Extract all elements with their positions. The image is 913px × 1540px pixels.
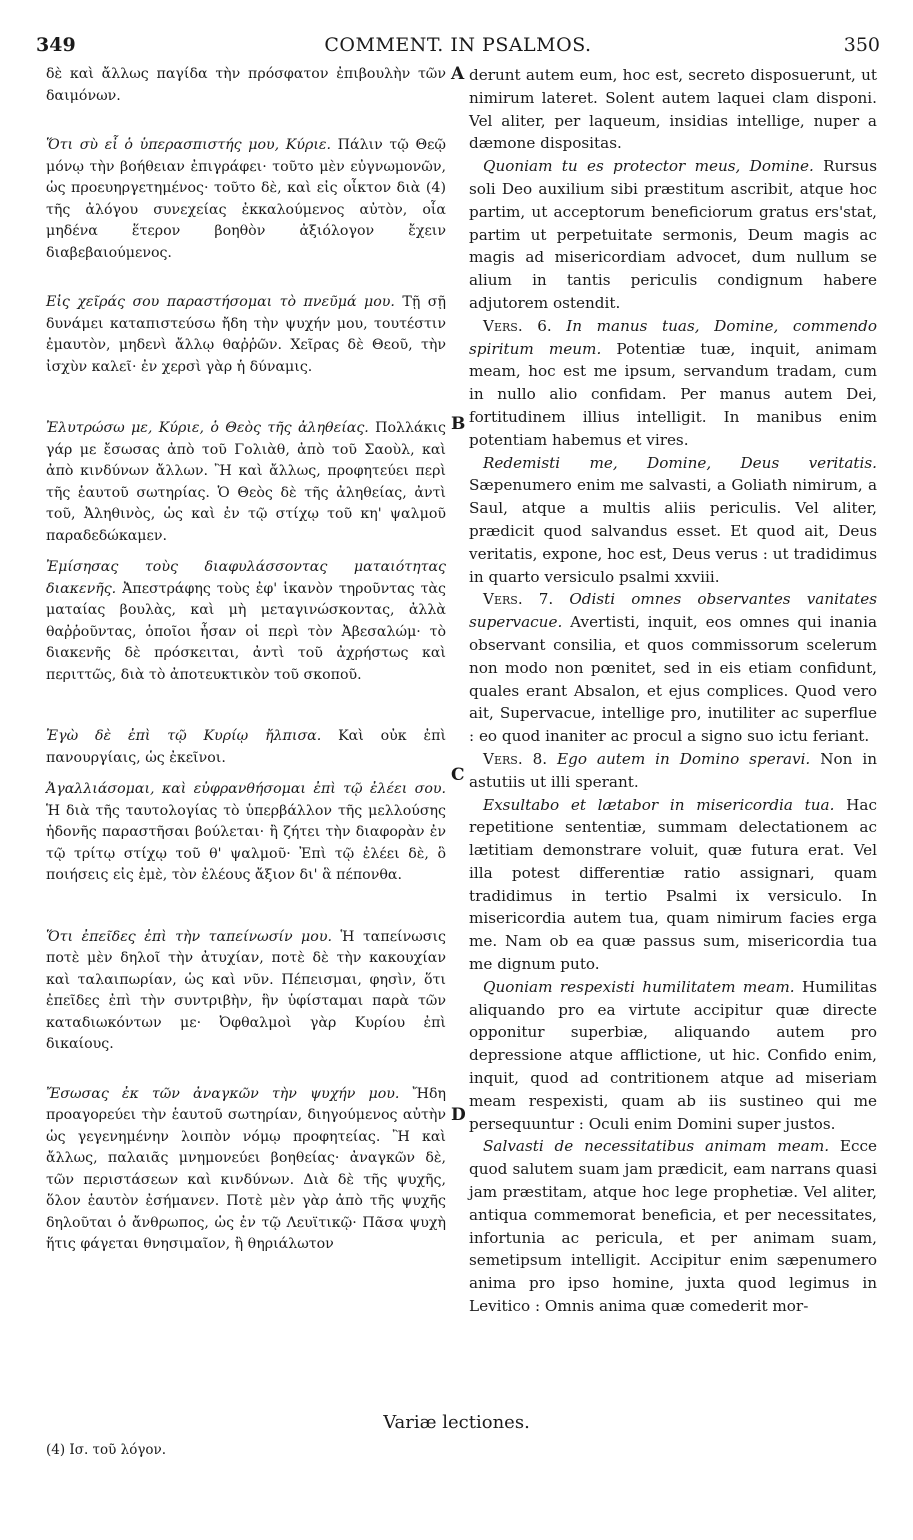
- greek-paragraph: Ἐμίσησας τοὺς διαφυλάσσοντας ματαιότητας διακενῆς. Ἀπεστράφης τοὺς ἐφ' ἱκανὸν τηροῦντας τὰς ματαίας βουλὰς, καὶ μὴ μεταγινώσκοντας, ἀλλὰ θαῤῥοῦντας, ὁποῖοι ἦσαν οἱ περὶ τὸν Ἀβεσαλώμ· τὸ διακενῆς δὲ πρόσκειται, ἀντὶ τοῦ ἀχρήστως καὶ περιττῶς, διὰ τὸ ἀποτευκτικὸν τοῦ σκοποῦ.: [46, 559, 446, 683]
- greek-lemma: Ἐλυτρώσω με, Κύριε, ὁ Θεὸς τῆς ἀληθείας.: [46, 420, 369, 436]
- running-head: COMMENT. IN PSALMOS.: [324, 34, 592, 56]
- verse-number: Vers. 6.: [483, 316, 552, 335]
- latin-paragraph: Vers. 8. Ego autem in Domino speravi. Non in astutiis ut illi sperant.: [469, 749, 877, 791]
- margin-letter-d: D: [451, 1105, 466, 1125]
- greek-paragraph: Ὅτι σὺ εἶ ὁ ὑπερασπιστής μου, Κύριε. Πάλιν τῷ Θεῷ μόνῳ τὴν βοήθειαν ἐπιγράφει· τοῦτο μὲν εὐγνωμονῶν, ὡς προευηργετημένος· τοῦτο δὲ, καὶ εἰς οἶκτον διὰ (4) τῆς ἀλόγου συνεχείας ἐκκαλούμενος αὐτὸν, οἷα μηδένα ἕτερον βοηθὸν ἀξιόλογον ἔχειν διαβεβαιούμενος.: [46, 137, 446, 261]
- greek-lemma: Ἐγὼ δὲ ἐπὶ τῷ Κυρίῳ ἤλπισα.: [46, 728, 322, 744]
- latin-paragraph: Vers. 6. In manus tuas, Domine, commendo spiritum meum. Potentiæ tuæ, inquit, animam meam, hoc est me ipsum, servandum tradam, cum in nullo alio confidam. Per manus autem Dei, fortitudinem illius intelligit. In manibus enim potentiam habemus et vires.: [469, 316, 878, 449]
- latin-paragraph: Salvasti de necessitatibus animam meam. Ecce quod salutem suam jam prædicit, eam narrans quasi jam præstitam, atque hoc lege prophetiæ. Vel aliter, antiqua commemorat beneficia, et per necessitates, infortunia ac pericula, et per animam suam, semetipsum intelligit. Accipitur enim sæpenumero anima pro ipso homine, juxta quod legimus in Levitico : Omnis anima quæ comederit mor-: [469, 1137, 877, 1316]
- greek-lemma: Ὅτι σὺ εἶ ὁ ὑπερασπιστής μου, Κύριε.: [46, 137, 332, 153]
- variae-lectiones-heading: Variæ lectiones.: [383, 1412, 530, 1433]
- verse-number: Vers. 7.: [483, 590, 554, 609]
- latin-paragraph: Vers. 7. Odisti omnes observantes vanitates supervacue. Avertisti, inquit, eos omnes qui inania observant consilia, et quos commissorum scelerum non modo non pœnitet, sed in eis etiam confidunt, quales erant Absalon, et ejus complices. Quod vero ait, Supervacue, intellige pro, inutiliter ac superflue : eo quod inaniter ac procul a signo suo ictu feriant.: [469, 590, 878, 746]
- latin-lemma: Quoniam respexisti humilitatem meam.: [483, 977, 795, 996]
- greek-paragraph: Ἔσωσας ἐκ τῶν ἀναγκῶν τὴν ψυχήν μου. Ἤδη προαγορεύει τὴν ἑαυτοῦ σωτηρίαν, διηγούμενος αὐτὴν ὡς γεγενημένην λοιπὸν νόμῳ προφητείας. Ἢ καὶ ἄλλως, παλαιᾶς μνημονεύει βοηθείας· ἀναγκῶν δὲ, τῶν περιστάσεων καὶ κινδύνων. Διὰ δὲ τῆς ψυχῆς, ὅλον ἑαυτὸν ἐσήμανεν. Ποτὲ μὲν γὰρ ἀπὸ τῆς ψυχῆς δηλοῦται ὁ ἄνθρωπος, ὡς ἐν τῷ Λευϊτικῷ· Πᾶσα ψυχὴ ἥτις φάγεται θνησιμαῖον, ἢ θηριάλωτον: [46, 1085, 446, 1252]
- latin-lemma: Quoniam tu es protector meus, Domine.: [483, 157, 814, 176]
- greek-lemma: Ἔσωσας ἐκ τῶν ἀναγκῶν τὴν ψυχήν μου.: [46, 1085, 400, 1102]
- greek-paragraph: Εἰς χεῖράς σου παραστήσομαι τὸ πνεῦμά μου. Τῇ σῇ δυνάμει καταπιστεύσω ἤδη τὴν ψυχήν μου, τουτέστιν ἐμαυτὸν, μηδενὶ ἄλλῳ θαῤῥῶν. Χεῖρας δὲ Θεοῦ, τὴν ἰσχὺν καλεῖ· ἐν χερσὶ γὰρ ἡ δύναμις.: [46, 294, 446, 375]
- greek-paragraph: δὲ καὶ ἄλλως παγίδα τὴν πρόσφατον ἐπιβουλὴν τῶν δαιμόνων.: [46, 66, 446, 104]
- verse-number: Vers. 8.: [483, 749, 548, 768]
- greek-paragraph: Ἐγὼ δὲ ἐπὶ τῷ Κυρίῳ ἤλπισα. Καὶ οὐκ ἐπὶ πανουργίαις, ὡς ἐκεῖνοι.: [46, 728, 447, 766]
- latin-paragraph: Redemisti me, Domine, Deus veritatis. Sæpenumero enim me salvasti, a Goliath nimirum, a Saul, atque a multis aliis periculis. Vel aliter, prædicit quod salvandus esset. Et quod ait, Deus veritatis, expone, hoc est, Deus verus : ut tradidimus in quarto versiculo psalmi xxviii.: [469, 453, 877, 586]
- greek-lemma: Εἰς χεῖράς σου παραστήσομαι τὸ πνεῦμά μου.: [46, 294, 395, 310]
- margin-letter-c: C: [451, 765, 465, 785]
- latin-column: [469, 64, 877, 1318]
- latin-paragraph: Quoniam tu es protector meus, Domine. Rursus soli Deo auxilium sibi præstitum ascribit, atque hoc partim, ut acceptorum beneficiorum gratus ers'stat, partim ut perpetuitate sermonis, Deum magis ac magis ad misericordiam advocet, dum nullum se alium in tantis periculis condignum habere adjutorem ostendit.: [469, 157, 877, 312]
- latin-paragraph: Quoniam respexisti humilitatem meam. Humilitas aliquando pro ea virtute accipitur quæ directe opponitur superbiæ, aliquando autem pro depressione atque afflictione, ut hic. Confido enim, inquit, quod ad contritionem atque ad miseriam meam respexisti, quam ab iis sustineo qui me persequuntur : Oculi enim Domini super justos.: [469, 977, 878, 1133]
- greek-lemma: Ἀγαλλιάσομαι, καὶ εὐφρανθήσομαι ἐπὶ τῷ ἐλέει σου.: [46, 781, 446, 797]
- page-number-left: 349: [36, 34, 76, 56]
- page-header: [36, 34, 880, 60]
- greek-lemma: Ἐμίσησας τοὺς διαφυλάσσοντας ματαιότητας διακενῆς.: [46, 559, 446, 597]
- latin-lemma: Exsultabo et lætabor in misericordia tua.: [483, 795, 835, 814]
- latin-lemma: Salvasti de necessitatibus animam meam.: [483, 1137, 830, 1156]
- latin-lemma: Redemisti me, Domine, Deus veritatis.: [483, 453, 877, 472]
- greek-paragraph: Ἐλυτρώσω με, Κύριε, ὁ Θεὸς τῆς ἀληθείας. Πολλάκις γάρ με ἔσωσας ἀπὸ τοῦ Γολιὰθ, ἀπὸ τοῦ Σαοὺλ, καὶ ἀπὸ κινδύνων ἄλλων. Ἢ καὶ ἄλλως, προφητεύει περὶ τῆς ἑαυτοῦ σωτηρίας. Ὁ Θεὸς δὲ τῆς ἀληθείας, ἀντὶ τοῦ, Ἀληθινὸς, ὡς καὶ ἐν τῷ στίχῳ τοῦ κη' ψαλμοῦ παραδεδώκαμεν.: [46, 420, 446, 544]
- latin-lemma: Ego autem in Domino speravi.: [557, 749, 811, 768]
- greek-paragraph: Ἀγαλλιάσομαι, καὶ εὐφρανθήσομαι ἐπὶ τῷ ἐλέει σου. Ἡ διὰ τῆς ταυτολογίας τὸ ὑπερβάλλον τῆς μελλούσης ἡδονῆς παραστῆσαι βούλεται· ἢ ζήτει τὴν διαφορὰν ἐν τῷ τρίτῳ στίχῳ τοῦ θ' ψαλμοῦ· Ἐπὶ τῷ ἐλέει δὲ, ὃ ποιήσεις εἰς ἐμὲ, τὸν ἐλέους ἄξιον δι' ἃ πέπονθα.: [46, 781, 446, 883]
- latin-paragraph: Exsultabo et lætabor in misericordia tua. Hac repetitione sententiæ, summam delectationem ac lætitiam demonstrare voluit, quæ futura erat. Vel illa potest differentiæ ratio assignari, quam tradidimus in tertio Psalmi ix versiculo. In misericordia autem tua, quam nimirum facies erga me. Nam ob ea quæ passus sum, misericordia tua me dignum puto.: [469, 795, 877, 974]
- greek-column: [46, 64, 446, 1256]
- page-number-right: 350: [843, 34, 880, 56]
- footnote: (4) Ισ. τοῦ λόγον.: [46, 1442, 167, 1458]
- margin-letter-b: B: [451, 414, 466, 434]
- margin-letter-a: A: [451, 64, 465, 84]
- latin-paragraph: derunt autem eum, hoc est, secreto disposuerunt, ut nimirum lateret. Solent autem laquei clam disponi. Vel aliter, per laqueum, insidias intellige, nuper a dæmone dispositas.: [469, 66, 877, 153]
- greek-paragraph: Ὅτι ἐπεῖδες ἐπὶ τὴν ταπείνωσίν μου. Ἡ ταπείνωσις ποτὲ μὲν δηλοῖ τὴν ἀτυχίαν, ποτὲ δὲ τὴν κακουχίαν καὶ ταλαιπωρίαν, ὡς καὶ νῦν. Πέπεισμαι, φησὶν, ὅτι ἐπεῖδες ἐπὶ τὴν συντριβὴν, ἣν ὑφίσταμαι παρὰ τῶν καταδιωκόντων με· Ὀφθαλμοὶ γὰρ Κυρίου ἐπὶ δικαίους.: [46, 928, 446, 1052]
- greek-lemma: Ὅτι ἐπεῖδες ἐπὶ τὴν ταπείνωσίν μου.: [46, 928, 332, 945]
- latin-lemma: Odisti omnes observantes vanitates supervacue.: [469, 590, 878, 632]
- latin-lemma: In manus tuas, Domine, commendo spiritum meum.: [469, 316, 878, 358]
